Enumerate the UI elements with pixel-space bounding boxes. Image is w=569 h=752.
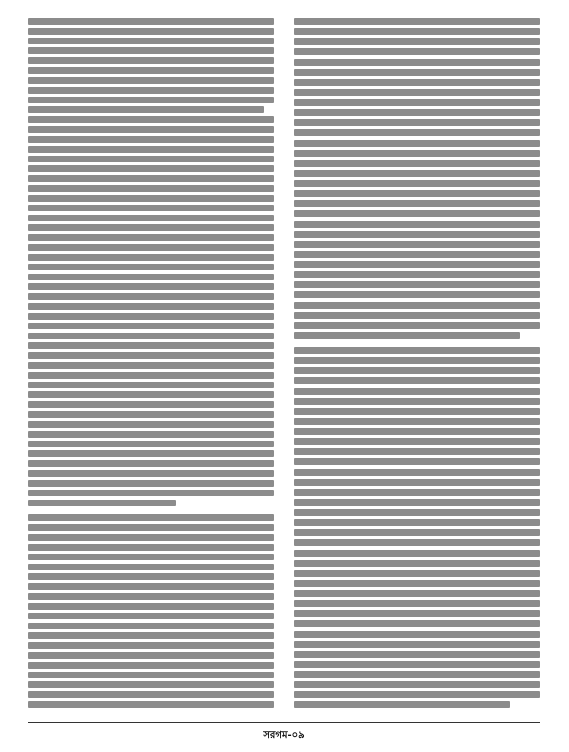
text-line bbox=[28, 554, 274, 561]
text-line bbox=[28, 175, 274, 182]
text-line bbox=[294, 550, 540, 557]
text-line bbox=[294, 438, 540, 445]
text-line bbox=[28, 28, 274, 35]
text-line bbox=[28, 333, 274, 340]
text-line bbox=[294, 479, 540, 486]
text-line bbox=[28, 480, 274, 487]
text-line bbox=[294, 560, 540, 567]
text-line bbox=[28, 382, 274, 389]
text-line bbox=[28, 421, 274, 428]
text-line bbox=[28, 244, 274, 251]
text-line bbox=[294, 291, 540, 298]
text-line bbox=[28, 391, 274, 398]
text-line bbox=[294, 641, 540, 648]
text-line bbox=[294, 210, 540, 217]
text-line bbox=[294, 610, 540, 617]
text-line bbox=[28, 672, 274, 679]
text-line bbox=[294, 190, 540, 197]
text-line bbox=[294, 150, 540, 157]
text-line bbox=[294, 519, 540, 526]
text-line bbox=[294, 332, 520, 339]
text-line bbox=[294, 489, 540, 496]
text-line bbox=[28, 215, 274, 222]
text-line bbox=[294, 469, 540, 476]
text-line bbox=[28, 293, 274, 300]
text-line bbox=[28, 564, 274, 571]
text-line bbox=[294, 38, 540, 45]
text-line bbox=[28, 534, 274, 541]
text-line bbox=[28, 313, 274, 320]
text-line bbox=[28, 47, 274, 54]
text-line bbox=[294, 357, 540, 364]
text-line bbox=[28, 185, 274, 192]
text-line bbox=[28, 77, 274, 84]
text-line bbox=[294, 377, 540, 384]
text-line bbox=[28, 303, 274, 310]
text-line bbox=[294, 160, 540, 167]
page-footer: সরগম-০৯ bbox=[263, 730, 305, 741]
text-line bbox=[28, 642, 274, 649]
footer-rule bbox=[28, 722, 540, 723]
text-line bbox=[294, 221, 540, 228]
text-line bbox=[28, 362, 274, 369]
text-line bbox=[294, 509, 540, 516]
text-line bbox=[28, 593, 274, 600]
text-line bbox=[294, 428, 540, 435]
text-line bbox=[294, 231, 540, 238]
text-line bbox=[294, 302, 540, 309]
text-line bbox=[28, 514, 274, 521]
text-line bbox=[294, 89, 540, 96]
text-line bbox=[28, 613, 274, 620]
text-line bbox=[294, 620, 540, 627]
text-line bbox=[28, 67, 274, 74]
text-line bbox=[28, 681, 274, 688]
text-line bbox=[28, 431, 274, 438]
text-line bbox=[28, 205, 274, 212]
text-line bbox=[294, 499, 540, 506]
text-line bbox=[28, 274, 274, 281]
text-line bbox=[28, 652, 274, 659]
text-line bbox=[294, 28, 540, 35]
text-line bbox=[28, 662, 274, 669]
text-line bbox=[294, 18, 540, 25]
text-line bbox=[28, 441, 274, 448]
text-line bbox=[28, 136, 274, 143]
text-line bbox=[294, 398, 540, 405]
text-line bbox=[28, 500, 176, 507]
text-line bbox=[294, 418, 540, 425]
text-line bbox=[294, 570, 540, 577]
text-line bbox=[28, 632, 274, 639]
text-line bbox=[28, 234, 274, 241]
text-line bbox=[294, 69, 540, 76]
text-line bbox=[28, 323, 274, 330]
text-line bbox=[294, 701, 510, 708]
text-line bbox=[294, 170, 540, 177]
text-line bbox=[294, 322, 540, 329]
text-line bbox=[294, 691, 540, 698]
text-line bbox=[28, 524, 274, 531]
text-line bbox=[294, 48, 540, 55]
text-columns bbox=[28, 18, 540, 708]
text-line bbox=[294, 59, 540, 66]
text-line bbox=[294, 312, 540, 319]
text-line bbox=[294, 408, 540, 415]
text-line bbox=[294, 129, 540, 136]
text-line bbox=[28, 603, 274, 610]
text-line bbox=[294, 79, 540, 86]
text-line bbox=[28, 544, 274, 551]
text-line bbox=[294, 539, 540, 546]
text-line bbox=[294, 448, 540, 455]
text-line bbox=[294, 251, 540, 258]
text-line bbox=[28, 342, 274, 349]
text-line bbox=[294, 661, 540, 668]
text-line bbox=[294, 281, 540, 288]
text-line bbox=[28, 224, 274, 231]
text-line bbox=[28, 97, 274, 104]
text-line bbox=[28, 470, 274, 477]
text-line bbox=[294, 651, 540, 658]
text-line bbox=[28, 372, 274, 379]
text-line bbox=[294, 600, 540, 607]
text-line bbox=[294, 671, 540, 678]
left-column bbox=[28, 18, 274, 708]
text-line bbox=[28, 106, 264, 113]
text-line bbox=[294, 388, 540, 395]
text-line bbox=[294, 590, 540, 597]
text-line bbox=[28, 116, 274, 123]
text-line bbox=[28, 573, 274, 580]
text-line bbox=[28, 701, 274, 708]
text-line bbox=[28, 146, 274, 153]
text-line bbox=[28, 87, 274, 94]
right-column bbox=[294, 18, 540, 708]
text-line bbox=[28, 283, 274, 290]
text-line bbox=[294, 261, 540, 268]
text-line bbox=[294, 458, 540, 465]
text-line bbox=[294, 681, 540, 688]
text-line bbox=[294, 200, 540, 207]
text-line bbox=[28, 38, 274, 45]
text-line bbox=[28, 460, 274, 467]
text-line bbox=[28, 18, 274, 25]
text-line bbox=[28, 450, 274, 457]
text-line bbox=[28, 583, 274, 590]
text-line bbox=[28, 490, 274, 497]
text-line bbox=[294, 271, 540, 278]
text-line bbox=[294, 367, 540, 374]
text-line bbox=[294, 631, 540, 638]
text-line bbox=[28, 352, 274, 359]
text-line bbox=[294, 180, 540, 187]
text-line bbox=[294, 580, 540, 587]
text-line bbox=[28, 691, 274, 698]
text-line bbox=[28, 623, 274, 630]
text-line bbox=[28, 264, 274, 271]
text-line bbox=[294, 241, 540, 248]
text-line bbox=[28, 165, 274, 172]
text-line bbox=[294, 119, 540, 126]
text-line bbox=[294, 109, 540, 116]
text-line bbox=[28, 411, 274, 418]
text-line bbox=[28, 126, 274, 133]
text-line bbox=[28, 57, 274, 64]
text-line bbox=[28, 156, 274, 163]
text-line bbox=[28, 401, 274, 408]
text-line bbox=[28, 195, 274, 202]
text-line bbox=[294, 140, 540, 147]
text-line bbox=[294, 99, 540, 106]
text-line bbox=[294, 529, 540, 536]
text-line bbox=[294, 347, 540, 354]
text-line bbox=[28, 254, 274, 261]
